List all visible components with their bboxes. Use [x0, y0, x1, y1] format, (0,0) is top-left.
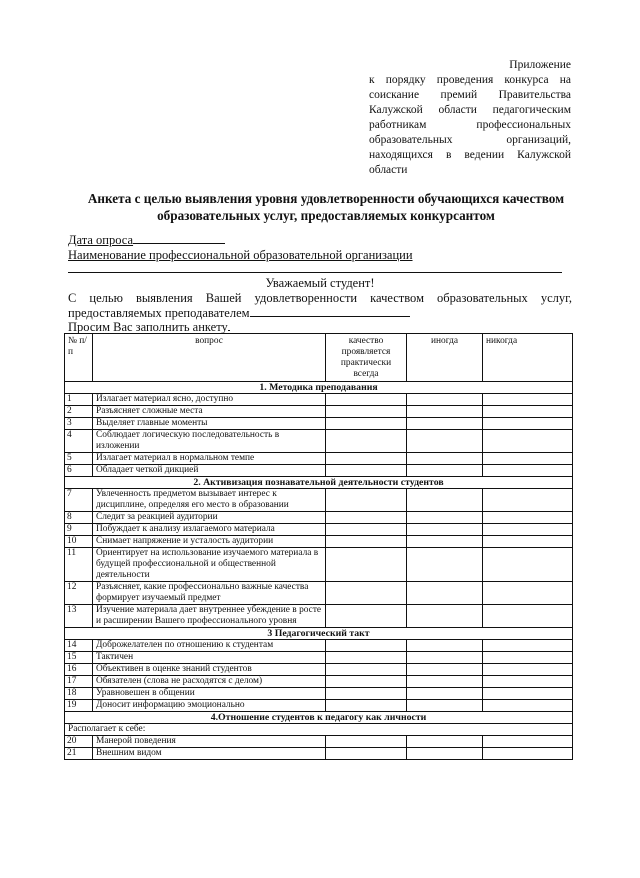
appendix-line: области — [369, 164, 408, 176]
answer-sometimes-cell[interactable] — [407, 418, 483, 430]
answer-always-cell[interactable] — [326, 524, 407, 536]
table-row — [65, 418, 573, 430]
appendix-note — [369, 58, 571, 178]
section-row — [65, 382, 573, 394]
row-number: 2 — [65, 406, 93, 418]
row-number: 18 — [65, 688, 93, 700]
intro-line-teacher — [68, 306, 410, 321]
row-number: 12 — [65, 582, 93, 605]
col-header-always: качество проявляется практически всегда — [326, 334, 407, 382]
question-text: Обладает четкой дикцией — [93, 465, 326, 477]
answer-sometimes-cell[interactable] — [407, 465, 483, 477]
row-number: 8 — [65, 512, 93, 524]
note-row — [65, 724, 573, 736]
question-text: Тактичен — [93, 652, 326, 664]
intro-request: Просим Вас заполнить анкету — [68, 320, 228, 334]
col-header-num: № п/п — [65, 334, 93, 382]
row-number: 10 — [65, 536, 93, 548]
answer-sometimes-cell[interactable] — [407, 512, 483, 524]
table-row — [65, 652, 573, 664]
intro-teacher-label: предоставляемых преподавателем — [68, 306, 250, 320]
answer-sometimes-cell[interactable] — [407, 548, 483, 582]
organization-label: Наименование профессиональной образовательной организации — [68, 248, 413, 262]
answer-never-cell[interactable] — [483, 748, 573, 760]
appendix-line: Калужской области педагогическим — [369, 104, 571, 116]
question-text: Обязателен (слова не расходятся с делом) — [93, 676, 326, 688]
question-text: Выделяет главные моменты — [93, 418, 326, 430]
row-number: 1 — [65, 394, 93, 406]
answer-always-cell[interactable] — [326, 453, 407, 465]
answer-never-cell[interactable] — [483, 548, 573, 582]
answer-always-cell[interactable] — [326, 406, 407, 418]
row-number: 21 — [65, 748, 93, 760]
row-number: 7 — [65, 489, 93, 512]
table-row — [65, 394, 573, 406]
row-number: 19 — [65, 700, 93, 712]
row-number: 3 — [65, 418, 93, 430]
answer-sometimes-cell[interactable] — [407, 430, 483, 453]
row-number: 20 — [65, 736, 93, 748]
section-row — [65, 477, 573, 489]
table-row — [65, 430, 573, 453]
survey-date-blank[interactable] — [133, 233, 225, 244]
answer-always-cell[interactable] — [326, 676, 407, 688]
answer-never-cell[interactable] — [483, 688, 573, 700]
appendix-line: образовательных организаций, — [369, 134, 571, 146]
organization-field — [68, 248, 413, 263]
answer-never-cell[interactable] — [483, 418, 573, 430]
title-line: Анкета с целью выявления уровня удовлетворенности обучающихся качеством — [87, 191, 565, 206]
answer-never-cell[interactable] — [483, 700, 573, 712]
answer-sometimes-cell[interactable] — [407, 524, 483, 536]
teacher-name-blank[interactable] — [250, 306, 410, 317]
question-text: Увлеченность предметом вызывает интерес к дисциплине, определяя его место в образовании — [93, 489, 326, 512]
question-text: Доносит информацию эмоционально — [93, 700, 326, 712]
answer-always-cell[interactable] — [326, 418, 407, 430]
organization-blank-line[interactable] — [68, 272, 562, 273]
table-row — [65, 536, 573, 548]
row-number: 16 — [65, 664, 93, 676]
table-row — [65, 688, 573, 700]
answer-never-cell[interactable] — [483, 640, 573, 652]
question-text: Разъясняет, какие профессионально важные качества формирует изучаемый предмет — [93, 582, 326, 605]
answer-always-cell[interactable] — [326, 664, 407, 676]
answer-sometimes-cell[interactable] — [407, 453, 483, 465]
survey-table — [64, 333, 573, 760]
answer-never-cell[interactable] — [483, 676, 573, 688]
answer-never-cell[interactable] — [483, 736, 573, 748]
table-row — [65, 406, 573, 418]
answer-sometimes-cell[interactable] — [407, 605, 483, 628]
table-row — [65, 524, 573, 536]
table-row — [65, 489, 573, 512]
answer-sometimes-cell[interactable] — [407, 652, 483, 664]
question-text: Разъясняет сложные места — [93, 406, 326, 418]
answer-sometimes-cell[interactable] — [407, 394, 483, 406]
answer-always-cell[interactable] — [326, 512, 407, 524]
appendix-line: работникам профессиональных — [369, 119, 571, 131]
col-header-question: вопрос — [93, 334, 326, 382]
answer-never-cell[interactable] — [483, 489, 573, 512]
answer-sometimes-cell[interactable] — [407, 406, 483, 418]
greeting: Уважаемый студент! — [265, 276, 375, 290]
row-number: 5 — [65, 453, 93, 465]
answer-never-cell[interactable] — [483, 394, 573, 406]
table-row — [65, 640, 573, 652]
answer-sometimes-cell[interactable] — [407, 664, 483, 676]
table-row — [65, 548, 573, 582]
row-number: 15 — [65, 652, 93, 664]
row-number: 13 — [65, 605, 93, 628]
answer-never-cell[interactable] — [483, 406, 573, 418]
row-number: 17 — [65, 676, 93, 688]
answer-sometimes-cell[interactable] — [407, 489, 483, 512]
answer-always-cell[interactable] — [326, 465, 407, 477]
answer-sometimes-cell[interactable] — [407, 736, 483, 748]
answer-always-cell[interactable] — [326, 430, 407, 453]
row-number: 14 — [65, 640, 93, 652]
answer-sometimes-cell[interactable] — [407, 688, 483, 700]
appendix-line: к порядку проведения конкурса на — [369, 74, 571, 86]
col-header-sometimes: иногда — [407, 334, 483, 382]
appendix-line: соискание премий Правительства — [369, 89, 571, 101]
answer-sometimes-cell[interactable] — [407, 700, 483, 712]
table-row — [65, 736, 573, 748]
survey-date-field — [68, 233, 225, 248]
table-row — [65, 582, 573, 605]
answer-never-cell[interactable] — [483, 536, 573, 548]
question-text: Внешним видом — [93, 748, 326, 760]
answer-always-cell[interactable] — [326, 700, 407, 712]
question-text: Излагает материал ясно, доступно — [93, 394, 326, 406]
answer-never-cell[interactable] — [483, 582, 573, 605]
answer-always-cell[interactable] — [326, 536, 407, 548]
question-text: Манерой поведения — [93, 736, 326, 748]
question-text: Объективен в оценке знаний студентов — [93, 664, 326, 676]
answer-never-cell[interactable] — [483, 453, 573, 465]
section-title: 2. Активизация познавательной деятельности студентов — [65, 477, 573, 489]
section-row — [65, 712, 573, 724]
appendix-header: Приложение — [509, 59, 571, 71]
intro-line: С целью выявления Вашей удовлетворенности качеством образовательных услуг, — [68, 291, 572, 305]
table-row — [65, 700, 573, 712]
question-text: Изучение материала дает внутреннее убеждение в росте и расширении Вашего профессионального уровня — [93, 605, 326, 628]
question-text: Доброжелателен по отношению к студентам — [93, 640, 326, 652]
answer-always-cell[interactable] — [326, 582, 407, 605]
answer-never-cell[interactable] — [483, 524, 573, 536]
answer-always-cell[interactable] — [326, 640, 407, 652]
answer-always-cell[interactable] — [326, 605, 407, 628]
question-text: Снимает напряжение и усталость аудитории — [93, 536, 326, 548]
answer-never-cell[interactable] — [483, 652, 573, 664]
survey-date-label: Дата опроса — [68, 233, 134, 247]
request-underline — [228, 320, 230, 331]
table-row — [65, 453, 573, 465]
answer-never-cell[interactable] — [483, 512, 573, 524]
answer-never-cell[interactable] — [483, 664, 573, 676]
question-text: Ориентирует на использование изучаемого материала в будущей профессиональной и общественной деятельности — [93, 548, 326, 582]
table-row — [65, 748, 573, 760]
table-row — [65, 465, 573, 477]
row-number: 6 — [65, 465, 93, 477]
table-row — [65, 676, 573, 688]
answer-always-cell[interactable] — [326, 748, 407, 760]
table-header-row — [65, 334, 573, 382]
answer-sometimes-cell[interactable] — [407, 748, 483, 760]
answer-always-cell[interactable] — [326, 548, 407, 582]
table-row — [65, 605, 573, 628]
row-number: 11 — [65, 548, 93, 582]
table-row — [65, 512, 573, 524]
table-row — [65, 664, 573, 676]
answer-never-cell[interactable] — [483, 430, 573, 453]
question-text: Побуждает к анализу излагаемого материала — [93, 524, 326, 536]
appendix-line: находящихся в ведении Калужской — [369, 149, 571, 161]
answer-sometimes-cell[interactable] — [407, 582, 483, 605]
answer-never-cell[interactable] — [483, 465, 573, 477]
answer-sometimes-cell[interactable] — [407, 640, 483, 652]
question-text: Соблюдает логическую последовательность в изложении — [93, 430, 326, 453]
question-text: Следит за реакцией аудитории — [93, 512, 326, 524]
table-body — [65, 382, 573, 760]
answer-always-cell[interactable] — [326, 688, 407, 700]
note-text: Располагает к себе: — [65, 724, 573, 736]
answer-always-cell[interactable] — [326, 736, 407, 748]
title-line: образовательных услуг, предоставляемых конкурсантом — [157, 208, 495, 223]
section-title: 1. Методика преподавания — [65, 382, 573, 394]
col-header-never: никогда — [483, 334, 573, 382]
row-number: 4 — [65, 430, 93, 453]
answer-always-cell[interactable] — [326, 652, 407, 664]
answer-always-cell[interactable] — [326, 394, 407, 406]
section-title: 3 Педагогический такт — [65, 628, 573, 640]
answer-always-cell[interactable] — [326, 489, 407, 512]
answer-sometimes-cell[interactable] — [407, 536, 483, 548]
answer-never-cell[interactable] — [483, 605, 573, 628]
section-row — [65, 628, 573, 640]
question-text: Излагает материал в нормальном темпе — [93, 453, 326, 465]
row-number: 9 — [65, 524, 93, 536]
document-title — [66, 190, 586, 224]
answer-sometimes-cell[interactable] — [407, 676, 483, 688]
section-title: 4.Отношение студентов к педагогу как личности — [65, 712, 573, 724]
question-text: Уравновешен в общении — [93, 688, 326, 700]
